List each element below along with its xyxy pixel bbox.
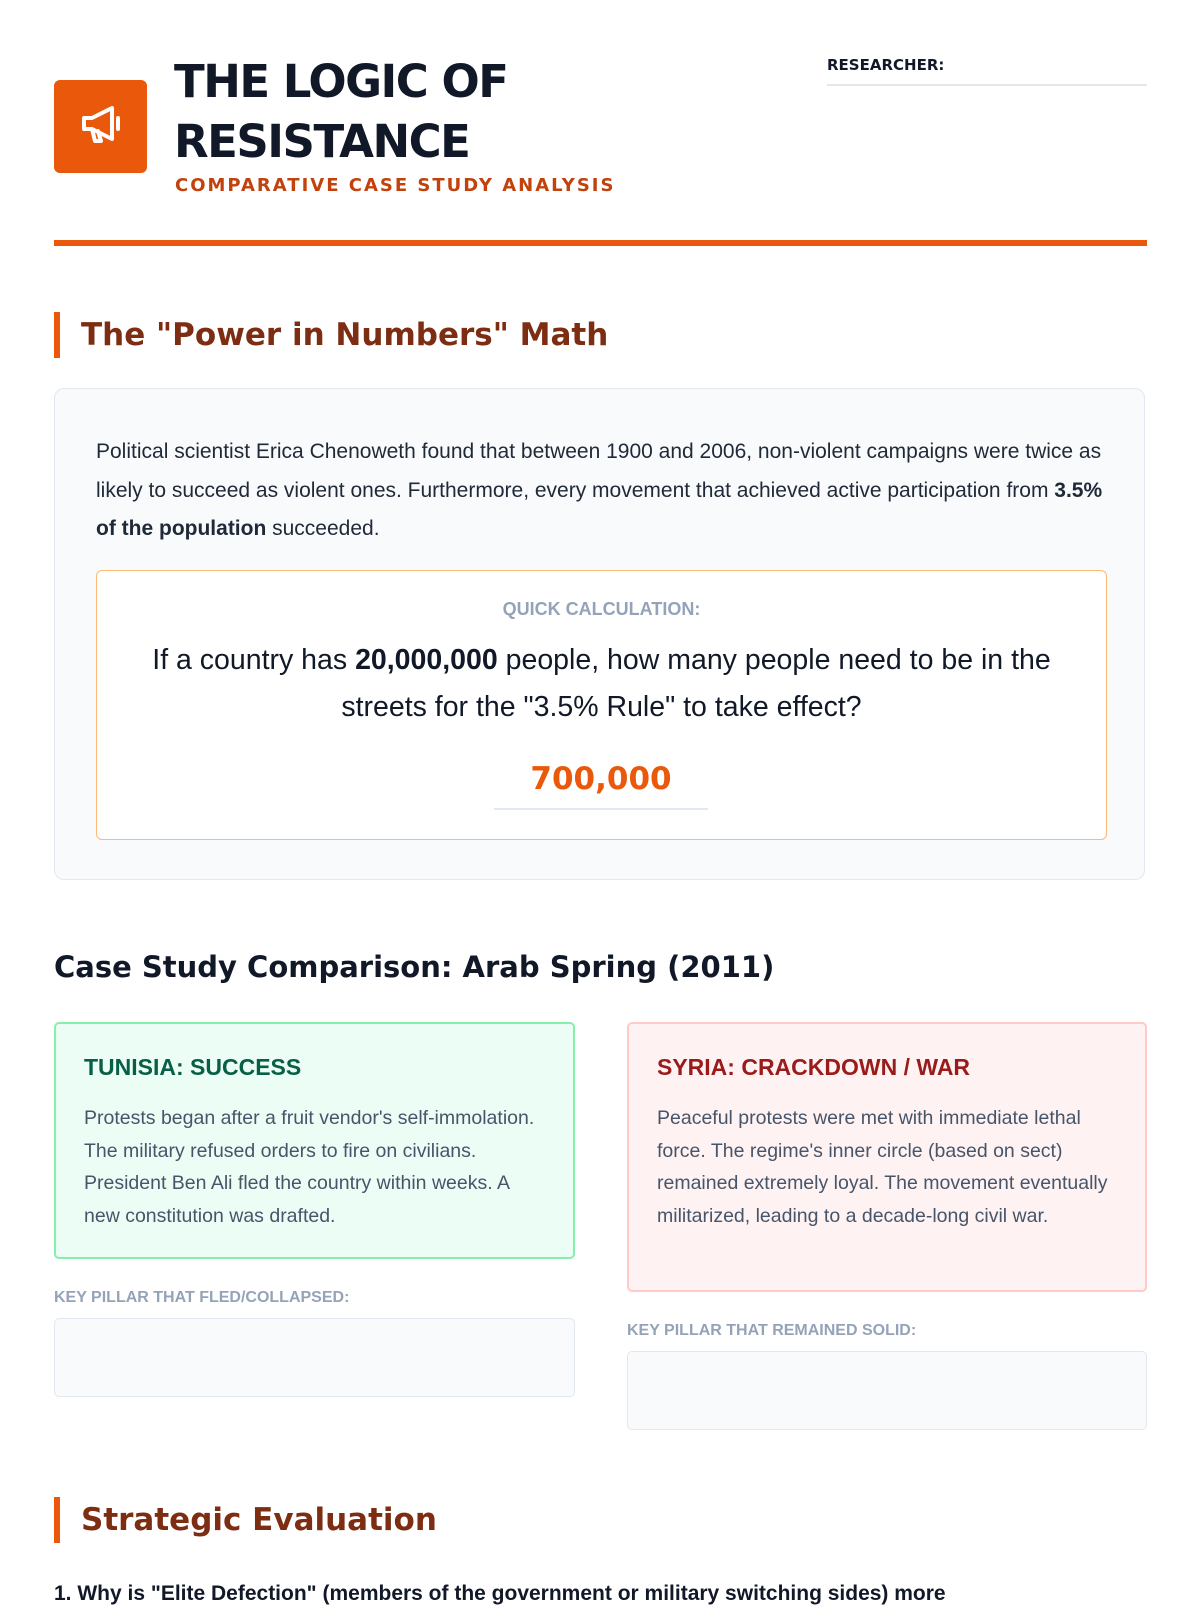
math-section-heading: The "Power in Numbers" Math xyxy=(54,312,608,358)
worksheet-page xyxy=(54,0,1147,1605)
math-intro-text: Political scientist Erica Chenoweth found that between 1900 and 2006, non-violent campaigns were twice as likely to succeed as violent ones. Furthermore, every movement that achieved active participation from xyxy=(96,440,1102,502)
math-intro-ending: succeeded. xyxy=(266,517,380,540)
researcher-field[interactable] xyxy=(827,56,1147,86)
strategic-section-heading: Strategic Evaluation xyxy=(54,1497,437,1543)
calc-label: QUICK CALCULATION: xyxy=(502,599,701,619)
megaphone-icon xyxy=(76,99,126,154)
math-intro-highlight: 3.5% of the population xyxy=(96,478,1103,540)
header-divider xyxy=(54,240,1147,246)
tunisia-description: Protests began after a fruit vendor's self-immolation. The military refused orders to fire on civilians. President Ben Ali fled the country within weeks. A new constitution was drafted. xyxy=(84,1107,535,1227)
page-subtitle: COMPARATIVE CASE STUDY ANALYSIS xyxy=(175,175,616,196)
calc-answer-field[interactable]: 700,000 xyxy=(494,754,708,810)
tunisia-case-card xyxy=(54,1022,575,1259)
calc-population: 20,000,000 xyxy=(355,644,498,676)
syria-pillar-label: KEY PILLAR THAT REMAINED SOLID: xyxy=(627,1322,917,1339)
syria-pillar-input[interactable] xyxy=(627,1351,1147,1430)
calc-question xyxy=(117,637,1086,730)
quick-calculation-box xyxy=(96,570,1107,840)
math-card xyxy=(54,388,1145,880)
tunisia-pillar-input[interactable] xyxy=(54,1318,575,1397)
researcher-label: RESEARCHER: xyxy=(827,56,945,74)
question-1: 1. Why is "Elite Defection" (members of the government or military switching sides) more xyxy=(54,1582,946,1605)
syria-description: Peaceful protests were met with immediate lethal force. The regime's inner circle (based on sect) remained extremely loyal. The movement eventually militarized, leading to a decade-long civil war. xyxy=(657,1107,1108,1227)
syria-heading: SYRIA: CRACKDOWN / WAR xyxy=(657,1054,971,1080)
math-intro xyxy=(96,433,1106,549)
case-study-heading: Case Study Comparison: Arab Spring (2011) xyxy=(54,950,775,984)
syria-case-card xyxy=(627,1022,1147,1292)
calc-question-ending: people, how many people need to be in the streets for the "3.5% Rule" to take effect? xyxy=(341,644,1051,723)
tunisia-pillar-label: KEY PILLAR THAT FLED/COLLAPSED: xyxy=(54,1289,350,1306)
worksheet-header xyxy=(54,0,1147,248)
tunisia-heading: TUNISIA: SUCCESS xyxy=(84,1054,302,1080)
page-title: THE LOGIC OF RESISTANCE xyxy=(174,55,508,168)
calc-question-text: If a country has xyxy=(152,644,356,676)
logo-badge xyxy=(54,80,147,173)
